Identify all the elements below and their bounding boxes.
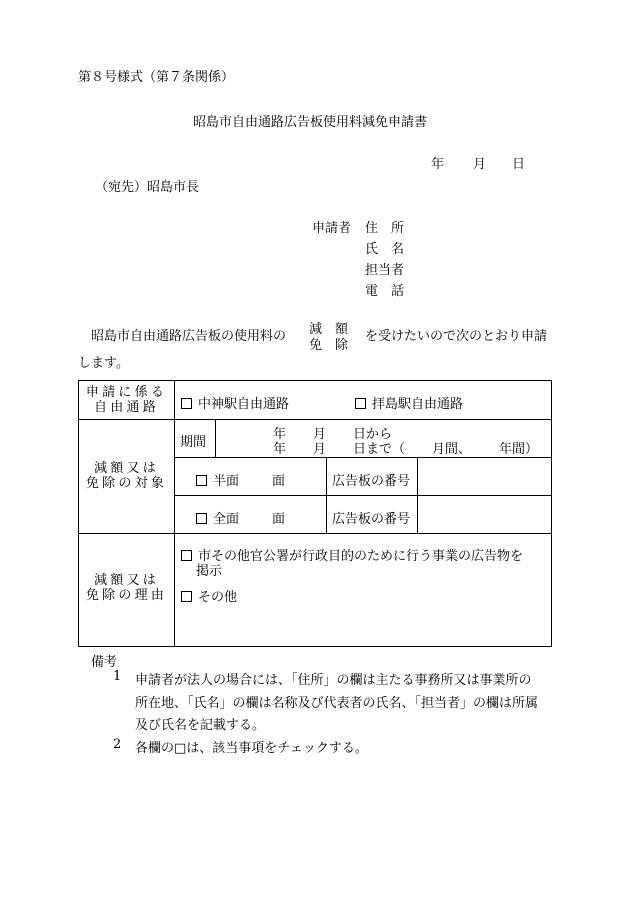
table-divider — [326, 457, 327, 533]
option-exemption: 免 除 — [309, 338, 349, 353]
applicant-phone-label: 電 話 — [365, 284, 405, 299]
board-number-label: 広告板の番号 — [332, 512, 411, 527]
note-text: 各欄の□は、該当事項をチェックする。 — [135, 741, 368, 756]
row-header-line: 自由通路 — [93, 400, 159, 415]
date-month-label: 月 — [473, 157, 487, 172]
body-text-prefix: 昭島市自由通路広告板の使用料の — [91, 329, 287, 344]
checkbox-icon — [196, 513, 207, 524]
table-divider — [175, 495, 551, 496]
to-year: 年 — [273, 442, 287, 457]
table-divider — [79, 419, 551, 420]
option-nakagami[interactable] — [181, 393, 289, 412]
note-text: 及び氏名を記載する。 — [135, 718, 266, 733]
applicant-address-label: 住 所 — [365, 221, 405, 236]
option-half-side[interactable] — [196, 470, 239, 489]
table-divider — [215, 419, 216, 457]
from-year: 年 — [273, 427, 287, 442]
option-haijima[interactable] — [355, 393, 463, 412]
option-full-side[interactable] — [196, 508, 239, 527]
form-number: 第８号様式（第７条関係） — [78, 70, 235, 85]
row-header-line: 申請に係る — [85, 385, 168, 400]
note-number: 1 — [113, 669, 122, 684]
row-header-line: 減額又は — [93, 461, 159, 476]
row-header-target — [79, 461, 174, 491]
option-label: その他 — [198, 590, 238, 605]
body-text-continuation: します。 — [78, 356, 129, 371]
date-year-label: 年 — [431, 157, 445, 172]
checkbox-icon — [196, 475, 207, 486]
reason-official-purpose-cont: 掲示 — [196, 564, 223, 579]
note-text: 所在地、「氏名」の欄は名称及び代表者の氏名、「担当者」の欄は所属 — [135, 696, 539, 711]
option-label: 市その他官公署が行政目的のために行う事業の広告物を — [198, 549, 524, 564]
months-count: 月間、 — [432, 442, 472, 457]
reason-other[interactable] — [181, 586, 237, 605]
to-day: 日まで（ — [353, 442, 406, 457]
row-header-line: 減額又は — [93, 573, 159, 588]
row-header-reason — [79, 573, 174, 603]
table-divider — [175, 457, 551, 458]
applicant-contact-label: 担当者 — [365, 263, 405, 278]
addressee: （宛先）昭島市長 — [95, 180, 200, 195]
option-label: 全面 — [213, 512, 240, 527]
option-reduction: 減 額 — [309, 322, 349, 337]
document-title: 昭島市自由通路広告板使用料減免申請書 — [193, 115, 428, 130]
body-text-suffix: を受けたいので次のとおり申請 — [365, 329, 548, 344]
period-label: 期間 — [180, 435, 207, 450]
checkbox-icon — [181, 550, 192, 561]
applicant-name-label: 氏 名 — [365, 242, 405, 257]
option-label: 拝島駅自由通路 — [372, 397, 464, 412]
from-month: 月 — [313, 427, 327, 442]
table-divider — [417, 457, 418, 533]
table-divider — [174, 381, 175, 646]
table-divider — [79, 533, 551, 534]
note-number: 2 — [113, 737, 122, 752]
option-label: 半面 — [213, 474, 240, 489]
from-day: 日から — [353, 427, 393, 442]
board-number-label: 広告板の番号 — [332, 474, 411, 489]
option-label: 中神駅自由通路 — [198, 397, 290, 412]
row-header-line: 免除の対象 — [85, 476, 168, 491]
checkbox-icon — [181, 398, 192, 409]
row-header-line: 免除の理由 — [85, 588, 168, 603]
checkbox-icon — [355, 398, 366, 409]
years-count: 年間） — [499, 442, 539, 457]
applicant-label: 申請者 — [312, 221, 352, 236]
note-text: 申請者が法人の場合には、「住所」の欄は主たる事務所又は事業所の — [135, 673, 532, 688]
application-form-table — [78, 380, 552, 647]
reason-official-purpose[interactable] — [181, 545, 523, 564]
row-header-passage — [79, 385, 174, 415]
full-side-unit: 面 — [272, 512, 286, 527]
to-month: 月 — [313, 442, 327, 457]
checkbox-icon — [181, 591, 192, 602]
half-side-unit: 面 — [272, 474, 286, 489]
notes-title: 備考 — [91, 655, 118, 670]
date-day-label: 日 — [512, 157, 526, 172]
